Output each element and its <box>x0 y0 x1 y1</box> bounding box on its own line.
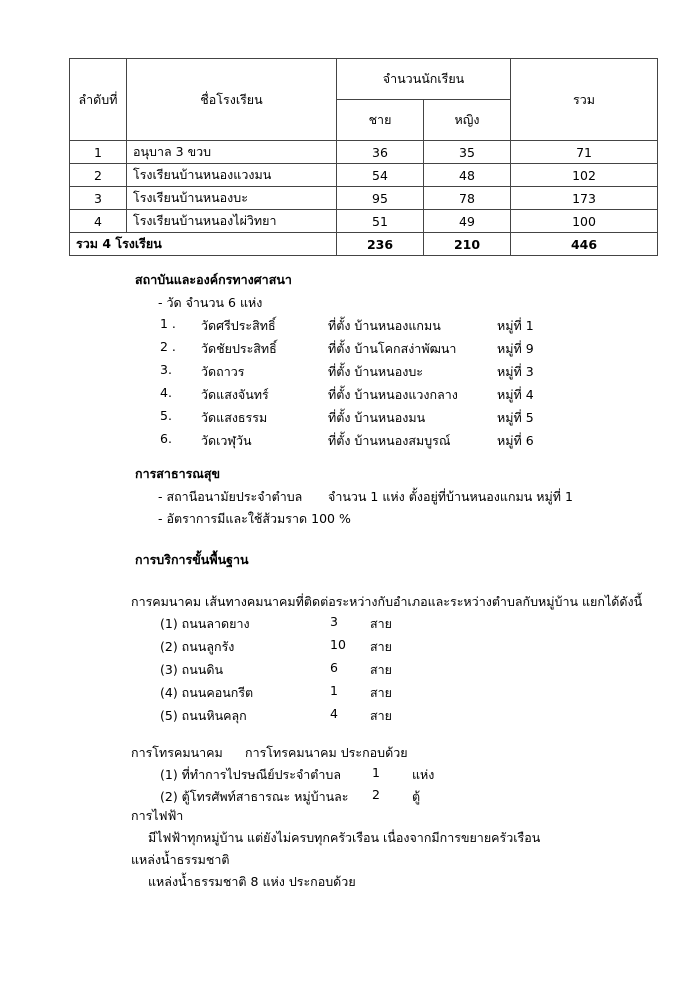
temple-count: - วัด จำนวน 6 แห่ง <box>158 295 263 310</box>
road-count: 1 <box>330 683 338 698</box>
cell-male: 36 <box>337 141 424 164</box>
table-row <box>70 210 658 233</box>
total-label: รวม 4 โรงเรียน <box>70 233 337 256</box>
total-female: 210 <box>424 233 511 256</box>
road-count: 3 <box>330 614 338 629</box>
cell-name: โรงเรียนบ้านหนองบะ <box>127 187 337 210</box>
telecom-label: การโทรคมนาคม <box>131 745 223 760</box>
religion-heading: สถาบันและองค์กรทางศาสนา <box>135 272 292 287</box>
temple-moo: หมู่ที่ 4 <box>497 387 534 402</box>
temple-name: วัดศรีประสิทธิ์ <box>201 318 276 333</box>
header-female: หญิง <box>424 100 511 141</box>
telecom-item: (2) ตู้โทรศัพท์สาธารณะ หมู่บ้านละ <box>160 789 349 804</box>
cell-total: 173 <box>511 187 658 210</box>
header-total: รวม <box>511 59 658 141</box>
road-count: 10 <box>330 637 346 652</box>
toilet-rate: - อัตราการมีและใช้ส้วมราด 100 % <box>158 511 351 526</box>
road-type: (5) ถนนหินคลุก <box>160 708 247 723</box>
transport-intro: การคมนาคม เส้นทางคมนาคมที่ติดต่อระหว่างกับอำเภอและระหว่างตำบลกับหมู่บ้าน แยกได้ดังนี้ <box>131 594 643 609</box>
temple-no: 1 . <box>160 316 176 331</box>
table-row <box>70 141 658 164</box>
health-station: - สถานีอนามัยประจำตำบล <box>158 489 303 504</box>
health-heading: การสาธารณสุข <box>135 466 221 481</box>
temple-moo: หมู่ที่ 9 <box>497 341 534 356</box>
cell-no: 1 <box>70 141 127 164</box>
cell-female: 78 <box>424 187 511 210</box>
temple-location: ที่ตั้ง บ้านหนองสมบูรณ์ <box>328 433 451 448</box>
temple-location: ที่ตั้ง บ้านโคกสง่าพัฒนา <box>328 341 457 356</box>
cell-total: 100 <box>511 210 658 233</box>
telecom-unit: ตู้ <box>412 789 421 804</box>
cell-male: 95 <box>337 187 424 210</box>
temple-location: ที่ตั้ง บ้านหนองแกมน <box>328 318 441 333</box>
road-type: (4) ถนนคอนกรีต <box>160 685 254 700</box>
telecom-unit: แห่ง <box>412 767 435 782</box>
temple-name: วัดแสงธรรม <box>201 410 268 425</box>
road-count: 6 <box>330 660 338 675</box>
cell-name: โรงเรียนบ้านหนองแวงมน <box>127 164 337 187</box>
total-all: 446 <box>511 233 658 256</box>
header-school-name: ชื่อโรงเรียน <box>127 59 337 141</box>
temple-name: วัดถาวร <box>201 364 245 379</box>
cell-female: 35 <box>424 141 511 164</box>
temple-moo: หมู่ที่ 1 <box>497 318 534 333</box>
cell-no: 3 <box>70 187 127 210</box>
road-unit: สาย <box>370 639 392 654</box>
header-students: จำนวนนักเรียน <box>337 59 511 100</box>
temple-name: วัดแสงจันทร์ <box>201 387 269 402</box>
temple-moo: หมู่ที่ 6 <box>497 433 534 448</box>
electricity-desc: มีไฟฟ้าทุกหมู่บ้าน แต่ยังไม่ครบทุกครัวเรือน เนื่องจากมีการขยายครัวเรือน <box>148 830 541 845</box>
telecom-count: 2 <box>372 787 380 802</box>
temple-moo: หมู่ที่ 3 <box>497 364 534 379</box>
temple-no: 5. <box>160 408 172 423</box>
header-order: ลำดับที่ <box>70 59 127 141</box>
cell-name: อนุบาล 3 ขวบ <box>127 141 337 164</box>
temple-name: วัดชัยประสิทธิ์ <box>201 341 277 356</box>
table-total-row <box>70 233 658 256</box>
health-station-detail: จำนวน 1 แห่ง ตั้งอยู่ที่บ้านหนองแกมน หมู่ที่ 1 <box>328 489 573 504</box>
telecom-item: (1) ที่ทำการไปรษณีย์ประจำตำบล <box>160 767 342 782</box>
cell-total: 102 <box>511 164 658 187</box>
telecom-count: 1 <box>372 765 380 780</box>
temple-no: 6. <box>160 431 172 446</box>
telecom-desc: การโทรคมนาคม ประกอบด้วย <box>245 745 408 760</box>
total-male: 236 <box>337 233 424 256</box>
temple-name: วัดเวฬุวัน <box>201 433 252 448</box>
temple-location: ที่ตั้ง บ้านหนองแวงกลาง <box>328 387 458 402</box>
road-type: (2) ถนนลูกรัง <box>160 639 235 654</box>
temple-location: ที่ตั้ง บ้านหนองมน <box>328 410 426 425</box>
header-male: ชาย <box>337 100 424 141</box>
road-unit: สาย <box>370 708 392 723</box>
cell-name: โรงเรียนบ้านหนองไผ่วิทยา <box>127 210 337 233</box>
services-heading: การบริการขั้นพื้นฐาน <box>135 552 249 567</box>
water-desc: แหล่งน้ำธรรมชาติ 8 แห่ง ประกอบด้วย <box>148 874 356 889</box>
road-type: (3) ถนนดิน <box>160 662 224 677</box>
cell-total: 71 <box>511 141 658 164</box>
water-label: แหล่งน้ำธรรมชาติ <box>131 852 230 867</box>
cell-female: 48 <box>424 164 511 187</box>
road-unit: สาย <box>370 616 392 631</box>
table-row <box>70 164 658 187</box>
cell-no: 4 <box>70 210 127 233</box>
temple-location: ที่ตั้ง บ้านหนองบะ <box>328 364 423 379</box>
road-type: (1) ถนนลาดยาง <box>160 616 250 631</box>
cell-male: 51 <box>337 210 424 233</box>
road-count: 4 <box>330 706 338 721</box>
temple-moo: หมู่ที่ 5 <box>497 410 534 425</box>
school-student-table <box>69 58 658 256</box>
temple-no: 4. <box>160 385 172 400</box>
temple-no: 3. <box>160 362 172 377</box>
road-unit: สาย <box>370 662 392 677</box>
table-row <box>70 187 658 210</box>
cell-no: 2 <box>70 164 127 187</box>
temple-no: 2 . <box>160 339 176 354</box>
cell-male: 54 <box>337 164 424 187</box>
road-unit: สาย <box>370 685 392 700</box>
cell-female: 49 <box>424 210 511 233</box>
electricity-label: การไฟฟ้า <box>131 808 184 823</box>
